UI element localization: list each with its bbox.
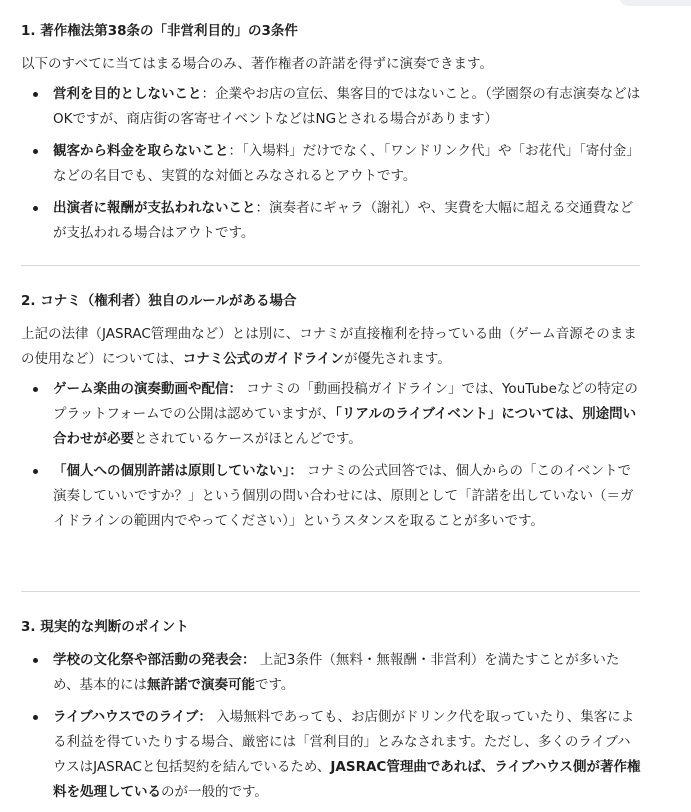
list-item bbox=[21, 705, 641, 805]
section-2-list bbox=[21, 377, 641, 534]
item-text: ：「入場料」だけでなく、「ワンドリンク代」や「お花代」「寄付金」などの名目でも、実質的な対価とみなされるとアウトです。 bbox=[53, 143, 640, 184]
section-1-list bbox=[21, 82, 641, 246]
item-bold: ゲーム楽曲の演奏動画や配信： bbox=[53, 381, 242, 397]
section-3 bbox=[21, 616, 641, 805]
list-item bbox=[21, 196, 641, 246]
bullet-icon bbox=[33, 387, 38, 392]
bullet-icon bbox=[33, 206, 38, 211]
section-1-intro: 以下のすべてに当てはまる場合のみ、著作権者の許諾を得ずに演奏できます。 bbox=[21, 56, 493, 72]
bullet-icon bbox=[33, 92, 38, 97]
item-text-end: とされているケースがほとんどです。 bbox=[134, 431, 362, 447]
item-text-end: のが一般的です。 bbox=[161, 784, 268, 800]
section-3-heading: 3. 現実的な判断のポイント bbox=[21, 619, 189, 635]
intro-text-end: が優先されます。 bbox=[343, 351, 451, 367]
item-bold: 「個人への個別許諾は原則していない」： bbox=[53, 463, 303, 479]
bullet-icon bbox=[33, 469, 38, 474]
section-divider bbox=[21, 265, 640, 266]
intro-bold: コナミ公式のガイドライン bbox=[182, 351, 344, 367]
bullet-icon bbox=[33, 149, 38, 154]
item-text: ：企業やお店の宣伝、集客目的ではないこと。（学園祭の有志演奏などはOKですが、商店街の客寄せイベントなどはNGとされる場合があります） bbox=[53, 86, 641, 127]
item-bold: 学校の文化祭や部活動の発表会： bbox=[53, 652, 256, 668]
list-item bbox=[21, 82, 641, 132]
section-2-intro bbox=[21, 322, 641, 372]
bullet-icon bbox=[33, 715, 38, 720]
section-3-list bbox=[21, 648, 641, 805]
item-text-end: です。 bbox=[254, 677, 295, 693]
intro-text: 上記の法律（JASRAC管理曲など）とは別に、コナミが直接権利を持っている曲（ゲーム音源そのままの使用など）については、 bbox=[21, 326, 637, 367]
section-2-heading: 2. コナミ（権利者）独自のルールがある場合 bbox=[21, 293, 297, 309]
item-text: ：演奏者にギャラ（謝礼）や、実費を大幅に超える交通費などが支払われる場合はアウトです。 bbox=[53, 200, 634, 241]
top-right-tab bbox=[619, 0, 691, 6]
item-text: 上記3条件（無料・無報酬・非営利）を満たすことが多いため、基本的には bbox=[53, 652, 620, 693]
item-bold-inline: JASRAC管理曲であれば、ライブハウス側が著作権料を処理している bbox=[53, 759, 641, 800]
document-body bbox=[21, 20, 641, 812]
list-item bbox=[21, 139, 641, 189]
bullet-icon bbox=[33, 658, 38, 663]
item-bold-inline: 「リアルのライブイベント」については、別途問い合わせが必要 bbox=[53, 406, 637, 447]
item-bold-inline: 無許諾で演奏可能 bbox=[146, 677, 255, 693]
section-2 bbox=[21, 290, 641, 578]
section-1-heading: 1. 著作権法第38条の「非営利目的」の3条件 bbox=[21, 23, 298, 39]
item-text: コナミの「動画投稿ガイドライン」では、YouTubeなどの特定のプラットフォームでの公開は認めていますが、 bbox=[53, 381, 638, 422]
list-item bbox=[21, 377, 641, 452]
item-bold: ライブハウスでのライブ： bbox=[53, 709, 212, 725]
item-text: コナミの公式回答では、個人からの「このイベントで演奏していいですか？」という個別の問い合わせには、原則として「許諾を出していない（＝ガイドラインの範囲内でやってください）」というスタンスを取ることが多いです。 bbox=[53, 463, 634, 529]
item-bold: 観客から料金を取らないこと bbox=[53, 143, 229, 159]
list-item bbox=[21, 648, 641, 698]
item-bold: 営利を目的としないこと bbox=[53, 86, 202, 102]
item-bold: 出演者に報酬が支払われないこと bbox=[53, 200, 256, 216]
list-item bbox=[21, 459, 641, 534]
section-divider bbox=[21, 591, 640, 592]
section-1 bbox=[21, 20, 641, 252]
item-text: 入場無料であっても、お店側がドリンク代を取っていたり、集客による利益を得ていたりする場合、厳密には「営利目的」とみなされます。ただし、多くのライブハウスはJASRACと包括契約を結んでいるため、 bbox=[53, 709, 635, 775]
